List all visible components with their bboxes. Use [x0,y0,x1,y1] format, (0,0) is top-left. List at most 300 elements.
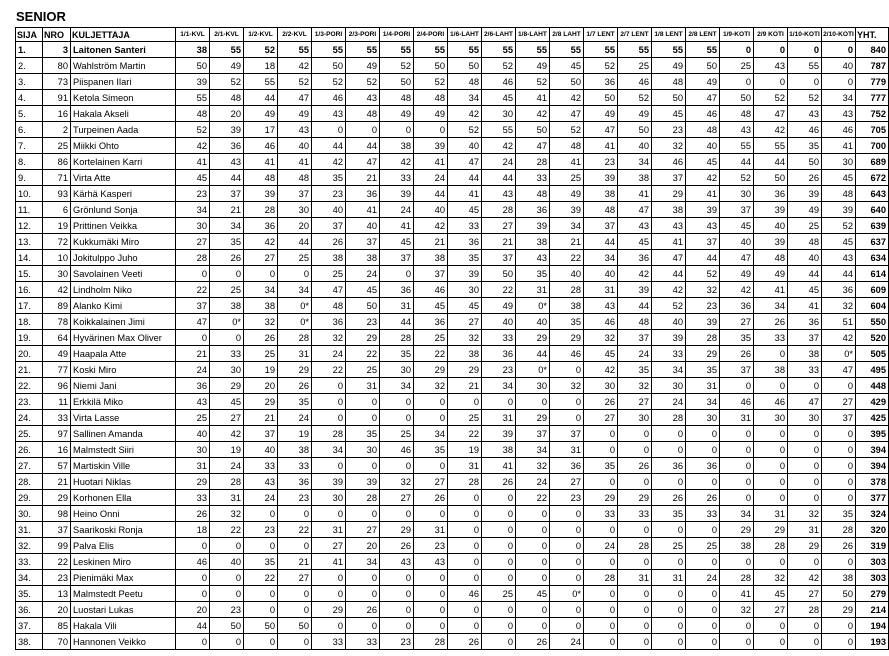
score-cell: 0 [550,506,584,522]
score-cell: 40 [448,138,482,154]
table-row [16,506,889,522]
score-cell: 47 [448,154,482,170]
score-cell: 0 [448,554,482,570]
score-cell: 0 [312,458,346,474]
position-cell: 8. [16,154,43,170]
score-cell: 0 [244,602,278,618]
score-cell: 31 [652,570,686,586]
score-cell: 30 [210,362,244,378]
score-cell: 37 [516,426,550,442]
score-cell: 0 [482,618,516,634]
score-cell: 44 [754,154,788,170]
score-cell: 0 [550,602,584,618]
header-row [16,28,889,42]
score-cell: 0 [754,458,788,474]
score-cell: 42 [516,106,550,122]
score-cell: 28 [754,538,788,554]
driver-name-cell: Wahlström Martin [71,58,176,74]
score-cell: 34 [176,202,210,218]
score-cell: 23 [380,634,414,650]
score-cell: 50 [788,154,822,170]
total-cell: 640 [856,202,889,218]
score-cell: 0 [754,474,788,490]
score-cell: 49 [244,106,278,122]
score-cell: 0 [244,538,278,554]
total-cell: 303 [856,554,889,570]
score-cell: 48 [720,106,754,122]
score-cell: 0 [584,426,618,442]
score-cell: 36 [618,250,652,266]
number-cell: 96 [43,378,71,394]
score-cell: 23 [244,522,278,538]
driver-name-cell: Lindholm Niko [71,282,176,298]
score-cell: 50 [516,122,550,138]
score-cell: 0 [448,618,482,634]
score-cell: 42 [312,154,346,170]
score-cell: 48 [380,90,414,106]
score-cell: 24 [686,570,720,586]
position-cell: 34. [16,570,43,586]
score-cell: 43 [176,394,210,410]
score-cell: 36 [788,314,822,330]
column-header: 2/3-PORI [346,28,380,42]
score-cell: 23 [482,362,516,378]
score-cell: 55 [720,138,754,154]
score-cell: 0* [822,346,856,362]
score-cell: 0 [482,538,516,554]
score-cell: 41 [720,586,754,602]
score-cell: 0 [448,394,482,410]
score-cell: 0 [788,554,822,570]
score-cell: 34 [822,90,856,106]
score-cell: 52 [244,42,278,58]
score-cell: 0 [686,442,720,458]
score-cell: 42 [618,266,652,282]
position-cell: 26. [16,442,43,458]
number-cell: 13 [43,586,71,602]
score-cell: 55 [210,42,244,58]
score-cell: 38 [244,298,278,314]
score-cell: 35 [312,170,346,186]
score-cell: 20 [176,602,210,618]
score-cell: 0 [516,554,550,570]
score-cell: 34 [482,378,516,394]
score-cell: 0 [244,586,278,602]
score-cell: 0 [618,442,652,458]
score-cell: 18 [176,522,210,538]
score-cell: 0 [550,538,584,554]
score-cell: 40 [176,426,210,442]
score-cell: 39 [414,138,448,154]
score-cell: 0 [278,538,312,554]
score-cell: 43 [686,218,720,234]
score-cell: 30 [754,410,788,426]
table-row [16,90,889,106]
score-cell: 0 [788,634,822,650]
score-cell: 0 [210,538,244,554]
column-header: 2/9 KOTI [754,28,788,42]
score-cell: 30 [822,154,856,170]
score-cell: 40 [652,314,686,330]
score-cell: 30 [278,202,312,218]
score-cell: 22 [312,362,346,378]
score-cell: 45 [584,346,618,362]
results-table [15,27,889,650]
position-cell: 20. [16,346,43,362]
position-cell: 30. [16,506,43,522]
score-cell: 21 [244,410,278,426]
score-cell: 26 [176,506,210,522]
score-cell: 47 [618,202,652,218]
score-cell: 55 [618,42,652,58]
score-cell: 22 [210,522,244,538]
score-cell: 0 [414,394,448,410]
score-cell: 32 [380,474,414,490]
score-cell: 0* [516,298,550,314]
score-cell: 26 [754,314,788,330]
score-cell: 26 [380,538,414,554]
score-cell: 26 [686,490,720,506]
score-cell: 46 [754,394,788,410]
column-header: YHT. [856,28,889,42]
score-cell: 26 [584,394,618,410]
score-cell: 0 [448,522,482,538]
column-header: 1/8 LENT [652,28,686,42]
score-cell: 30 [346,442,380,458]
score-cell: 42 [414,218,448,234]
score-cell: 21 [448,378,482,394]
score-cell: 50 [652,90,686,106]
score-cell: 39 [380,186,414,202]
score-cell: 50 [448,58,482,74]
score-cell: 23 [278,490,312,506]
score-cell: 21 [210,202,244,218]
position-cell: 17. [16,298,43,314]
score-cell: 46 [584,314,618,330]
score-cell: 43 [414,554,448,570]
score-cell: 43 [244,474,278,490]
score-cell: 44 [210,170,244,186]
score-cell: 0 [788,42,822,58]
score-cell: 36 [686,458,720,474]
score-cell: 37 [414,266,448,282]
score-cell: 41 [754,282,788,298]
score-cell: 24 [210,458,244,474]
score-cell: 0 [618,586,652,602]
score-cell: 24 [652,394,686,410]
score-cell: 49 [380,106,414,122]
score-cell: 35 [346,426,380,442]
score-cell: 35 [788,138,822,154]
score-cell: 38 [754,362,788,378]
score-cell: 29 [516,330,550,346]
score-cell: 0 [176,570,210,586]
score-cell: 49 [754,266,788,282]
score-cell: 19 [210,442,244,458]
score-cell: 48 [618,314,652,330]
score-cell: 0 [210,586,244,602]
score-cell: 24 [414,170,448,186]
score-cell: 0 [550,410,584,426]
score-cell: 48 [210,90,244,106]
score-cell: 42 [278,58,312,74]
score-cell: 31 [278,346,312,362]
score-cell: 0 [584,586,618,602]
total-cell: 550 [856,314,889,330]
score-cell: 30 [788,410,822,426]
score-cell: 32 [210,506,244,522]
score-cell: 30 [686,410,720,426]
score-cell: 41 [788,298,822,314]
score-cell: 43 [482,186,516,202]
score-cell: 45 [618,234,652,250]
table-row [16,266,889,282]
score-cell: 22 [414,346,448,362]
score-cell: 0 [754,442,788,458]
column-header: 1/8-LAHT [516,28,550,42]
position-cell: 7. [16,138,43,154]
score-cell: 42 [720,282,754,298]
score-cell: 0 [516,522,550,538]
score-cell: 0 [278,634,312,650]
position-cell: 33. [16,554,43,570]
score-cell: 49 [584,106,618,122]
score-cell: 0 [686,618,720,634]
total-cell: 604 [856,298,889,314]
score-cell: 49 [210,58,244,74]
number-cell: 57 [43,458,71,474]
score-cell: 0 [788,490,822,506]
table-row [16,394,889,410]
score-cell: 0 [652,618,686,634]
driver-name-cell: Laitonen Santeri [71,42,176,58]
score-cell: 35 [618,362,652,378]
number-cell: 64 [43,330,71,346]
score-cell: 17 [244,122,278,138]
score-cell: 22 [278,522,312,538]
position-cell: 35. [16,586,43,602]
score-cell: 36 [414,314,448,330]
position-cell: 29. [16,490,43,506]
position-cell: 15. [16,266,43,282]
score-cell: 23 [414,538,448,554]
score-cell: 45 [550,58,584,74]
score-cell: 34 [210,218,244,234]
driver-name-cell: Koikkalainen Jimi [71,314,176,330]
score-cell: 26 [278,378,312,394]
score-cell: 32 [754,570,788,586]
number-cell: 16 [43,442,71,458]
driver-name-cell: Kortelainen Karri [71,154,176,170]
number-cell: 37 [43,522,71,538]
score-cell: 41 [550,154,584,170]
score-cell: 37 [346,234,380,250]
total-cell: 779 [856,74,889,90]
driver-name-cell: Hakala Akseli [71,106,176,122]
table-row [16,74,889,90]
position-cell: 11. [16,202,43,218]
number-cell: 29 [43,490,71,506]
number-cell: 77 [43,362,71,378]
score-cell: 0 [414,410,448,426]
score-cell: 33 [244,458,278,474]
score-cell: 34 [278,282,312,298]
score-cell: 25 [686,538,720,554]
score-cell: 27 [618,394,652,410]
number-cell: 72 [43,234,71,250]
score-cell: 31 [414,522,448,538]
total-cell: 752 [856,106,889,122]
score-cell: 0 [448,490,482,506]
score-cell: 30 [380,362,414,378]
score-cell: 49 [618,106,652,122]
score-cell: 27 [176,234,210,250]
total-cell: 279 [856,586,889,602]
score-cell: 37 [652,170,686,186]
score-cell: 22 [516,490,550,506]
score-cell: 26 [312,234,346,250]
score-cell: 50 [210,618,244,634]
position-cell: 24. [16,410,43,426]
score-cell: 0 [584,634,618,650]
score-cell: 41 [312,554,346,570]
score-cell: 43 [652,218,686,234]
position-cell: 38. [16,634,43,650]
score-cell: 46 [788,122,822,138]
score-cell: 32 [618,378,652,394]
table-row [16,522,889,538]
table-row [16,138,889,154]
score-cell: 0 [176,634,210,650]
score-cell: 30 [448,282,482,298]
number-cell: 73 [43,74,71,90]
score-cell: 0 [822,378,856,394]
score-cell: 28 [720,570,754,586]
score-cell: 24 [346,266,380,282]
score-cell: 31 [550,442,584,458]
score-cell: 39 [312,474,346,490]
score-cell: 0 [244,634,278,650]
driver-name-cell: Piispanen Ilari [71,74,176,90]
score-cell: 0 [346,586,380,602]
score-cell: 0 [720,474,754,490]
score-cell: 26 [652,490,686,506]
score-cell: 55 [788,58,822,74]
score-cell: 48 [414,90,448,106]
score-cell: 0 [278,506,312,522]
score-cell: 30 [720,186,754,202]
score-cell: 40 [754,218,788,234]
number-cell: 2 [43,122,71,138]
number-cell: 6 [43,202,71,218]
score-cell: 0 [550,362,584,378]
score-cell: 40 [686,138,720,154]
position-cell: 13. [16,234,43,250]
score-cell: 28 [516,154,550,170]
number-cell: 70 [43,634,71,650]
score-cell: 47 [312,282,346,298]
total-cell: 448 [856,378,889,394]
score-cell: 0 [414,586,448,602]
position-cell: 27. [16,458,43,474]
position-cell: 5. [16,106,43,122]
score-cell: 35 [516,266,550,282]
position-cell: 9. [16,170,43,186]
score-cell: 38 [822,570,856,586]
number-cell: 89 [43,298,71,314]
score-cell: 38 [516,234,550,250]
score-cell: 25 [482,586,516,602]
number-cell: 20 [43,602,71,618]
score-cell: 0 [720,458,754,474]
score-cell: 38 [482,442,516,458]
score-cell: 0 [686,522,720,538]
score-cell: 29 [278,362,312,378]
score-cell: 28 [448,474,482,490]
driver-name-cell: Korhonen Ella [71,490,176,506]
table-row [16,170,889,186]
score-cell: 46 [822,122,856,138]
score-cell: 45 [448,202,482,218]
score-cell: 0 [210,570,244,586]
score-cell: 39 [754,234,788,250]
score-cell: 0 [720,490,754,506]
column-header: 2/6-LAHT [482,28,516,42]
score-cell: 0 [720,442,754,458]
score-cell: 0 [788,74,822,90]
driver-name-cell: Heino Onni [71,506,176,522]
score-cell: 48 [822,186,856,202]
score-cell: 41 [822,138,856,154]
score-cell: 27 [550,474,584,490]
driver-name-cell: Jokitulppo Juho [71,250,176,266]
score-cell: 29 [380,522,414,538]
score-cell: 36 [822,282,856,298]
score-cell: 42 [584,362,618,378]
table-row [16,458,889,474]
score-cell: 45 [414,298,448,314]
column-header: 1/2-KVL [244,28,278,42]
score-cell: 47 [652,250,686,266]
score-cell: 29 [244,394,278,410]
score-cell: 0 [516,602,550,618]
score-cell: 22 [550,250,584,266]
score-cell: 23 [210,602,244,618]
driver-name-cell: Sallinen Amanda [71,426,176,442]
score-cell: 51 [822,314,856,330]
score-cell: 28 [312,426,346,442]
score-cell: 36 [584,74,618,90]
total-cell: 643 [856,186,889,202]
score-cell: 46 [312,90,346,106]
score-cell: 28 [788,602,822,618]
score-cell: 0 [584,618,618,634]
score-cell: 31 [516,282,550,298]
score-cell: 39 [754,202,788,218]
driver-name-cell: Luostari Lukas [71,602,176,618]
score-cell: 25 [244,346,278,362]
score-cell: 28 [822,522,856,538]
score-cell: 0 [482,506,516,522]
score-cell: 31 [210,490,244,506]
score-cell: 0* [278,298,312,314]
score-cell: 0 [380,570,414,586]
table-row [16,282,889,298]
number-cell: 42 [43,282,71,298]
score-cell: 22 [448,426,482,442]
score-cell: 0 [516,394,550,410]
score-cell: 43 [754,58,788,74]
